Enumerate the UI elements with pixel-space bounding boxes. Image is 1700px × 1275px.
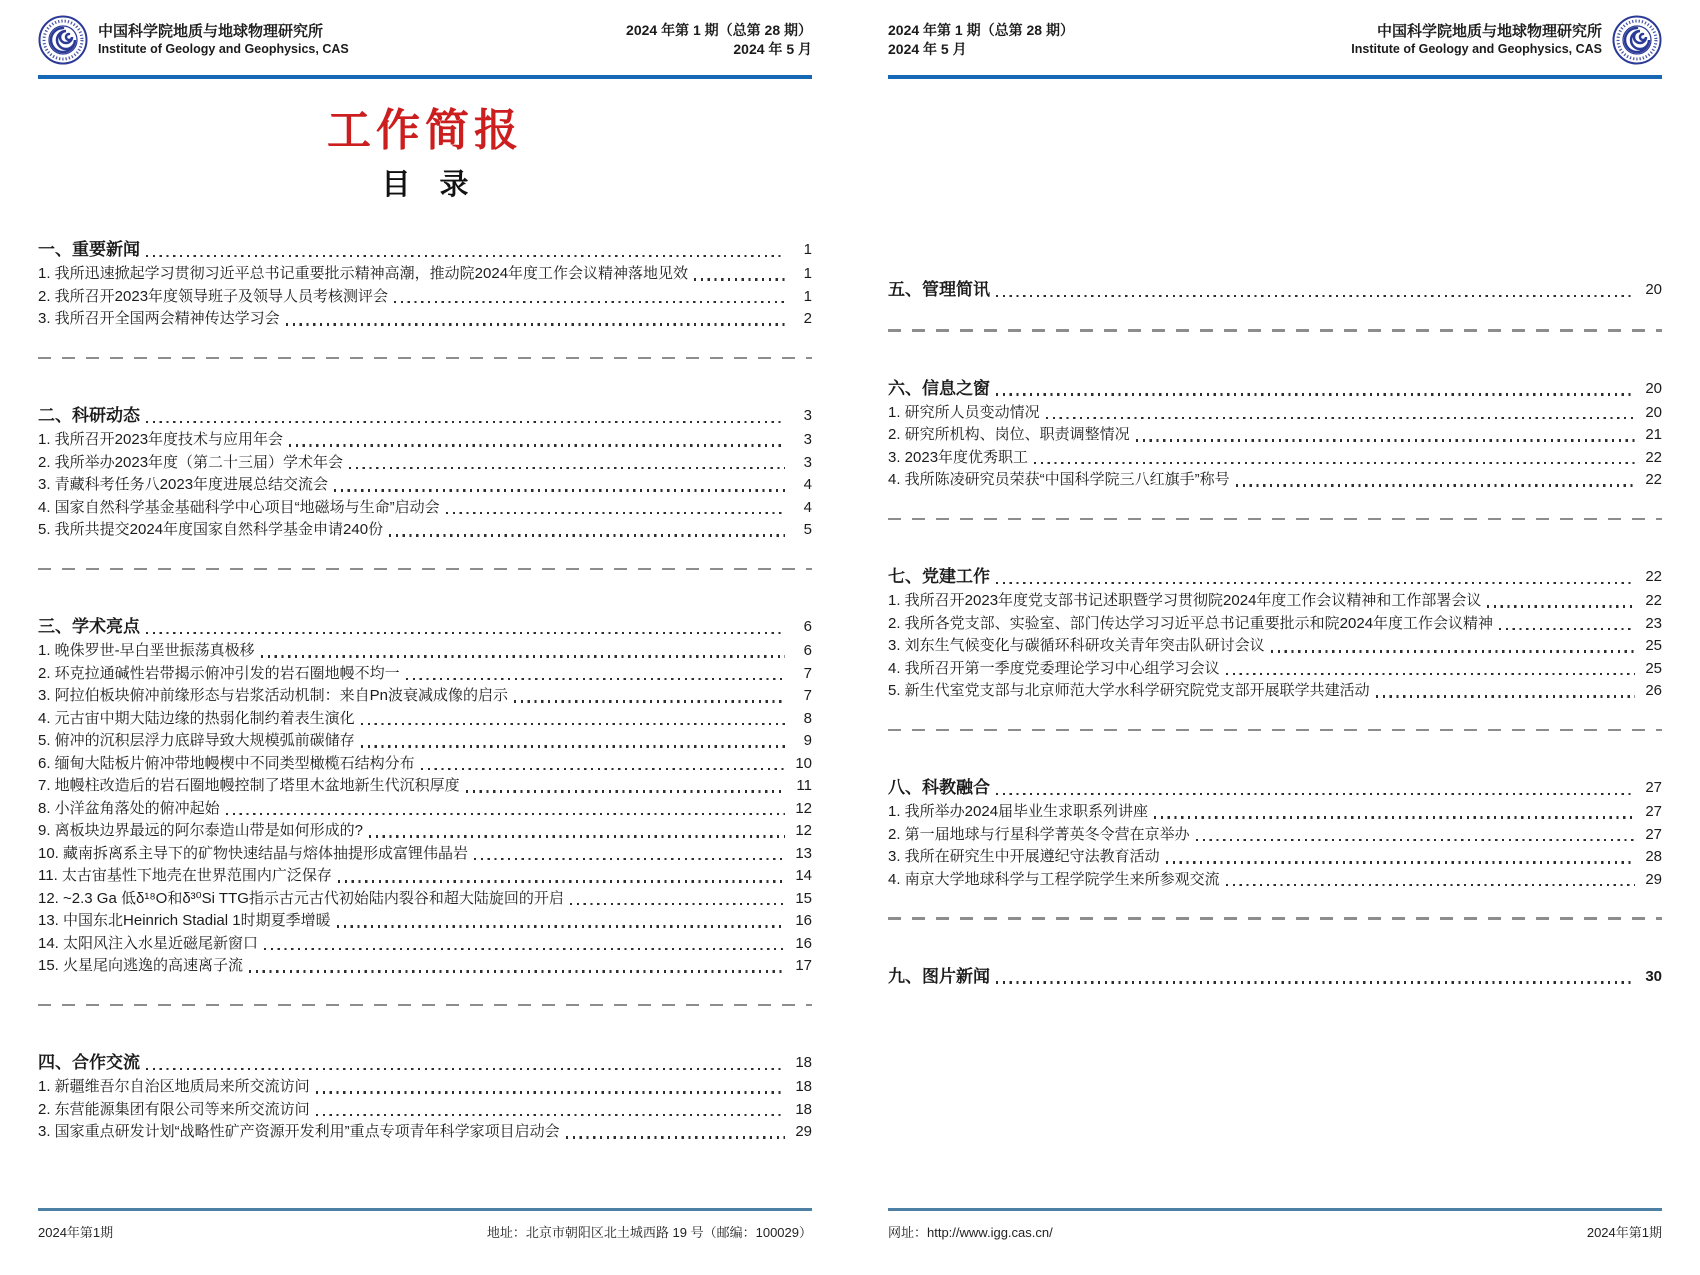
toc-page-number: 30: [1645, 967, 1662, 985]
toc-entry-title: 五、管理简讯: [888, 280, 990, 299]
toc-page-number: 27: [1645, 779, 1662, 796]
dot-leader: [1376, 695, 1635, 697]
institute-brand: [1351, 15, 1662, 65]
toc-entry-title: 2. 我所召开2023年度领导班子及领导人员考核测评会: [38, 287, 389, 305]
toc-entry-title: 11. 太古宙基性下地壳在世界范围内广泛保存: [38, 867, 332, 884]
toc-item[interactable]: [38, 452, 812, 475]
toc-item[interactable]: [888, 613, 1662, 636]
toc-item[interactable]: [38, 843, 812, 866]
toc-section: [888, 564, 1662, 703]
toc-entry-title: 3. 我所在研究生中开展遵纪守法教育活动: [888, 848, 1160, 865]
dot-leader: [316, 1114, 785, 1116]
toc-page-number: 22: [1645, 592, 1662, 609]
dot-leader: [474, 858, 785, 860]
toc-page-number: 29: [795, 1123, 812, 1140]
dot-leader: [566, 1136, 785, 1138]
toc-page-number: 18: [795, 1100, 812, 1118]
toc-heading: 目 录: [381, 169, 469, 201]
toc-page-number: 6: [803, 642, 812, 659]
toc-entry-title: 3. 国家重点研发计划“战略性矿产资源开发利用”重点专项青年科学家项目启动会: [38, 1123, 560, 1140]
institute-logo-icon: [38, 15, 88, 65]
dot-leader: [334, 489, 785, 491]
toc-entry-title: 1. 我所迅速掀起学习贯彻习近平总书记重要批示精神高潮，推动院2024年度工作会议精神落地见效: [38, 265, 689, 282]
toc-section: [38, 237, 812, 331]
toc-entry-title: 5. 新生代室党支部与北京师范大学水科学研究院党支部开展联学共建活动: [888, 682, 1370, 699]
issue-number: 2024 年第 1 期（总第 28 期）: [888, 22, 1074, 38]
toc-entry-title: 1. 研究所人员变动情况: [888, 403, 1040, 421]
toc-section-header[interactable]: [888, 564, 1662, 590]
dot-leader: [337, 925, 785, 927]
dot-leader: [261, 655, 785, 657]
toc-page-number: 18: [795, 1054, 812, 1071]
header-rule: [38, 75, 812, 79]
dot-leader: [338, 880, 785, 882]
toc-section: [38, 1050, 812, 1144]
toc-page-number: 27: [1645, 825, 1662, 843]
footer-website: 网址：http://www.igg.cas.cn/: [888, 1225, 1053, 1240]
toc-page-number: 11: [796, 777, 812, 794]
toc-entry-title: 10. 藏南拆离系主导下的矿物快速结晶与熔体抽提形成富锂伟晶岩: [38, 844, 469, 862]
dot-leader: [394, 301, 785, 303]
dot-leader: [996, 981, 1635, 983]
toc-item[interactable]: [38, 955, 812, 978]
toc-page-number: 3: [803, 431, 812, 448]
toc-entry-title: 4. 南京大学地球科学与工程学院学生来所参观交流: [888, 870, 1220, 888]
dot-leader: [514, 700, 785, 702]
toc-page-number: 9: [803, 732, 812, 749]
dot-leader: [1271, 650, 1635, 652]
institute-brand: [38, 15, 349, 65]
toc-section-header[interactable]: [888, 277, 1662, 303]
section-divider: [38, 568, 812, 571]
dot-leader: [316, 1091, 785, 1093]
toc-item[interactable]: [888, 869, 1662, 892]
document-title: 工作简报: [327, 105, 523, 156]
toc-page-number: 7: [803, 687, 812, 704]
toc-entry-title: 九、图片新闻: [888, 966, 990, 986]
toc-entry-title: 七、党建工作: [888, 567, 990, 586]
toc-page-number: 17: [795, 957, 812, 974]
toc-item[interactable]: [888, 424, 1662, 447]
toc-page-number: 7: [803, 664, 812, 682]
dot-leader: [389, 534, 785, 536]
toc-page-number: 16: [795, 934, 812, 952]
toc-entry-title: 一、重要新闻: [38, 240, 140, 259]
toc-item[interactable]: [38, 1076, 812, 1099]
dot-leader: [1226, 884, 1635, 886]
toc-page-number: 26: [1645, 682, 1662, 699]
toc-entry-title: 1. 我所召开2023年度党支部书记述职暨学习贯彻院2024年度工作会议精神和工作部署会议: [888, 592, 1482, 609]
toc-page-number: 20: [1645, 403, 1662, 421]
section-divider: [888, 917, 1662, 920]
institute-name: [98, 22, 349, 58]
toc-item[interactable]: [38, 933, 812, 956]
toc-item[interactable]: [38, 497, 812, 520]
toc-entry-title: 八、科教融合: [888, 778, 990, 797]
toc-page-number: 13: [795, 844, 812, 862]
toc-page-number: 15: [795, 889, 812, 907]
toc-entry-title: 2. 我所各党支部、实验室、部门传达学习习近平总书记重要批示和院2024年度工作会议精神: [888, 614, 1494, 632]
toc-item[interactable]: [38, 910, 812, 933]
toc-page-number: 25: [1645, 637, 1662, 654]
toc-left-column: [38, 237, 812, 1144]
institute-name-cn: 中国科学院地质与地球物理研究所: [1376, 23, 1602, 40]
institute-name-cn: 中国科学院地质与地球物理研究所: [98, 23, 324, 40]
dot-leader: [1499, 628, 1635, 630]
section-divider: [888, 729, 1662, 732]
toc-entry-title: 6. 缅甸大陆板片俯冲带地幔楔中不同类型橄榄石结构分布: [38, 754, 415, 772]
dot-leader: [996, 295, 1635, 297]
page-header: [888, 12, 1662, 68]
page-right: [850, 0, 1700, 1275]
dot-leader: [570, 903, 785, 905]
institute-name: [1351, 22, 1602, 58]
toc-item[interactable]: [38, 775, 812, 798]
toc-section-header[interactable]: [38, 403, 812, 429]
issue-number: 2024 年第 1 期（总第 28 期）: [626, 22, 812, 38]
toc-entry-title: 13. 中国东北Heinrich Stadial 1时期夏季增暖: [38, 912, 331, 929]
toc-item[interactable]: [38, 685, 812, 708]
dot-leader: [349, 467, 785, 469]
toc-entry-title: 4. 国家自然科学基金基础科学中心项目“地磁场与生命”启动会: [38, 498, 440, 516]
toc-item[interactable]: [38, 865, 812, 888]
toc-entry-title: 1. 晚侏罗世-早白垩世振荡真极移: [38, 642, 255, 659]
dot-leader: [146, 632, 785, 634]
toc-entry-title: 4. 元古宙中期大陆边缘的热弱化制约着表生演化: [38, 709, 355, 727]
dot-leader: [1487, 605, 1635, 607]
toc-entry-title: 1. 我所召开2023年度技术与应用年会: [38, 431, 284, 448]
footer-address: 地址：北京市朝阳区北土城西路 19 号（邮编：100029）: [486, 1225, 812, 1240]
toc-item[interactable]: [888, 469, 1662, 492]
issue-date: 2024 年 5 月: [888, 41, 967, 57]
toc-entry-title: 5. 俯冲的沉积层浮力底辟导致大规模弧前碳储存: [38, 732, 355, 749]
toc-page-number: 22: [1645, 568, 1662, 585]
section-divider: [888, 518, 1662, 521]
toc-entry-title: 2. 研究所机构、岗位、职责调整情况: [888, 426, 1130, 443]
toc-item[interactable]: [888, 680, 1662, 703]
toc-section: [38, 614, 812, 978]
dot-leader: [1196, 839, 1635, 841]
dot-leader: [264, 948, 785, 950]
dot-leader: [996, 793, 1635, 795]
footer-issue-label: 2024年第1期: [1586, 1225, 1662, 1240]
dot-leader: [361, 745, 785, 747]
toc-entry-title: 2. 东营能源集团有限公司等来所交流访问: [38, 1100, 310, 1118]
toc-section-header[interactable]: [888, 775, 1662, 801]
toc-page-number: 5: [803, 521, 812, 538]
toc-entry-title: 2. 环克拉通碱性岩带揭示俯冲引发的岩石圈地幔不均一: [38, 664, 400, 682]
toc-page-number: 21: [1645, 426, 1662, 443]
dot-leader: [996, 393, 1635, 395]
toc-entry-title: 3. 2023年度优秀职工: [888, 448, 1029, 466]
toc-entry-title: 14. 太阳风注入水星近磁尾新窗口: [38, 934, 259, 952]
toc-page-number: 4: [803, 476, 812, 493]
toc-page-number: 10: [795, 754, 812, 772]
dot-leader: [1046, 417, 1635, 419]
toc-item[interactable]: [38, 888, 812, 911]
page-footer: [888, 1208, 1662, 1241]
institute-logo-icon: [1612, 15, 1662, 65]
toc-entry-title: 四、合作交流: [38, 1053, 140, 1072]
toc-section-header[interactable]: [38, 237, 812, 263]
toc-item[interactable]: [888, 447, 1662, 470]
toc-entry-title: 六、信息之窗: [888, 378, 990, 398]
dot-leader: [1154, 816, 1635, 818]
toc-section: [888, 964, 1662, 990]
toc-item[interactable]: [38, 1121, 812, 1144]
toc-item[interactable]: [38, 263, 812, 286]
toc-entry-title: 8. 小洋盆角落处的俯冲起始: [38, 799, 220, 817]
toc-page-number: 23: [1645, 614, 1662, 632]
toc-item[interactable]: [38, 308, 812, 331]
footer-rule: [888, 1208, 1662, 1211]
toc-item[interactable]: [38, 798, 812, 821]
section-divider: [38, 1004, 812, 1007]
dot-leader: [146, 421, 785, 423]
toc-entry-title: 5. 我所共提交2024年度国家自然科学基金申请240份: [38, 521, 384, 538]
toc-page-number: 8: [803, 709, 812, 727]
toc-item[interactable]: [888, 824, 1662, 847]
toc-entry-title: 3. 阿拉伯板块俯冲前缘形态与岩浆活动机制：来自Pn波衰减成像的启示: [38, 687, 509, 704]
issue-info: [626, 21, 812, 59]
toc-page-number: 18: [795, 1078, 812, 1095]
page-header: [38, 12, 812, 68]
toc-entry-title: 3. 青藏科考任务八2023年度进展总结交流会: [38, 476, 329, 493]
dot-leader: [694, 278, 785, 280]
footer-rule: [38, 1208, 812, 1211]
toc-entry-title: 12. ~2.3 Ga 低δ¹⁸O和δ³⁰Si TTG指示古元古代初始陆内裂谷和超大陆旋回的开启: [38, 889, 564, 907]
dot-leader: [1166, 861, 1635, 863]
toc-item[interactable]: [888, 846, 1662, 869]
toc-entry-title: 二、科研动态: [38, 406, 140, 425]
toc-item[interactable]: [38, 663, 812, 686]
dot-leader: [996, 582, 1635, 584]
toc-item[interactable]: [38, 429, 812, 452]
footer-issue-label: 2024年第1期: [38, 1225, 114, 1240]
toc-entry-title: 4. 我所陈凌研究员荣获“中国科学院三八红旗手”称号: [888, 471, 1230, 488]
toc-right-column: [888, 277, 1662, 990]
toc-entry-title: 三、学术亮点: [38, 617, 140, 636]
toc-item[interactable]: [38, 286, 812, 309]
dot-leader: [1236, 484, 1635, 486]
toc-entry-title: 15. 火星尾向逃逸的高速离子流: [38, 957, 244, 974]
toc-entry-title: 3. 刘东生气候变化与碳循环科研攻关青年突击队研讨会议: [888, 637, 1265, 654]
toc-item[interactable]: [38, 820, 812, 843]
toc-item[interactable]: [38, 519, 812, 542]
dot-leader: [421, 768, 785, 770]
toc-page-number: 6: [803, 618, 812, 635]
institute-name-en: Institute of Geology and Geophysics, CAS: [1351, 42, 1602, 56]
dot-leader: [1226, 673, 1635, 675]
issue-date: 2024 年 5 月: [733, 41, 812, 57]
dot-leader: [361, 723, 785, 725]
header-rule: [888, 75, 1662, 79]
toc-entry-title: 4. 我所召开第一季度党委理论学习中心组学习会议: [888, 659, 1220, 677]
toc-section: [888, 376, 1662, 492]
toc-page-number: 3: [803, 407, 812, 424]
toc-entry-title: 3. 我所召开全国两会精神传达学习会: [38, 310, 280, 327]
toc-page-number: 20: [1645, 379, 1662, 397]
toc-entry-title: 1. 新疆维吾尔自治区地质局来所交流访问: [38, 1078, 310, 1095]
dot-leader: [226, 813, 785, 815]
dot-leader: [146, 255, 785, 257]
toc-page-number: 12: [795, 799, 812, 817]
toc-entry-title: 2. 第一届地球与行星科学菁英冬令营在京举办: [888, 825, 1190, 843]
toc-section: [38, 403, 812, 542]
toc-page-number: 3: [803, 453, 812, 471]
toc-page-number: 20: [1645, 281, 1662, 298]
institute-name-en: Institute of Geology and Geophysics, CAS: [98, 42, 349, 56]
toc-item[interactable]: [888, 402, 1662, 425]
dot-leader: [146, 1068, 785, 1070]
toc-section-header[interactable]: [888, 964, 1662, 990]
toc-section-header[interactable]: [38, 614, 812, 640]
toc-item[interactable]: [38, 708, 812, 731]
dot-leader: [289, 444, 785, 446]
page-footer: [38, 1208, 812, 1241]
dot-leader: [1034, 462, 1635, 464]
toc-page-number: 27: [1645, 803, 1662, 820]
toc-entry-title: 7. 地幔柱改造后的岩石圈地幔控制了塔里木盆地新生代沉积厚度: [38, 777, 460, 794]
section-divider: [38, 357, 812, 360]
toc-section: [888, 775, 1662, 891]
toc-page-number: 4: [803, 498, 812, 516]
toc-item[interactable]: [888, 658, 1662, 681]
toc-item[interactable]: [38, 730, 812, 753]
dot-leader: [249, 970, 785, 972]
toc-section-header[interactable]: [38, 1050, 812, 1076]
section-divider: [888, 329, 1662, 332]
toc-page-number: 1: [803, 265, 812, 282]
dot-leader: [406, 678, 785, 680]
toc-item[interactable]: [38, 640, 812, 663]
toc-page-number: 25: [1645, 659, 1662, 677]
toc-page-number: 1: [803, 241, 812, 258]
toc-page-number: 12: [795, 822, 812, 839]
toc-page-number: 29: [1645, 870, 1662, 888]
dot-leader: [466, 790, 785, 792]
dot-leader: [369, 835, 785, 837]
dot-leader: [1136, 439, 1635, 441]
toc-item[interactable]: [38, 1099, 812, 1122]
toc-page-number: 28: [1645, 848, 1662, 865]
toc-entry-title: 9. 离板块边界最远的阿尔泰造山带是如何形成的?: [38, 822, 364, 839]
issue-info: [888, 21, 1074, 59]
toc-page-number: 16: [795, 912, 812, 929]
toc-entry-title: 2. 我所举办2023年度（第二十三届）学术年会: [38, 453, 344, 471]
toc-item[interactable]: [888, 635, 1662, 658]
toc-item[interactable]: [888, 801, 1662, 824]
toc-page-number: 2: [803, 310, 812, 327]
toc-section: [888, 277, 1662, 303]
toc-section-header[interactable]: [888, 376, 1662, 402]
toc-item[interactable]: [38, 474, 812, 497]
dot-leader: [446, 512, 785, 514]
toc-page-number: 14: [795, 867, 812, 884]
toc-page-number: 1: [803, 287, 812, 305]
toc-item[interactable]: [888, 590, 1662, 613]
toc-item[interactable]: [38, 753, 812, 776]
toc-entry-title: 1. 我所举办2024届毕业生求职系列讲座: [888, 803, 1149, 820]
toc-page-number: 22: [1645, 471, 1662, 488]
dot-leader: [286, 323, 785, 325]
toc-page-number: 22: [1645, 448, 1662, 466]
